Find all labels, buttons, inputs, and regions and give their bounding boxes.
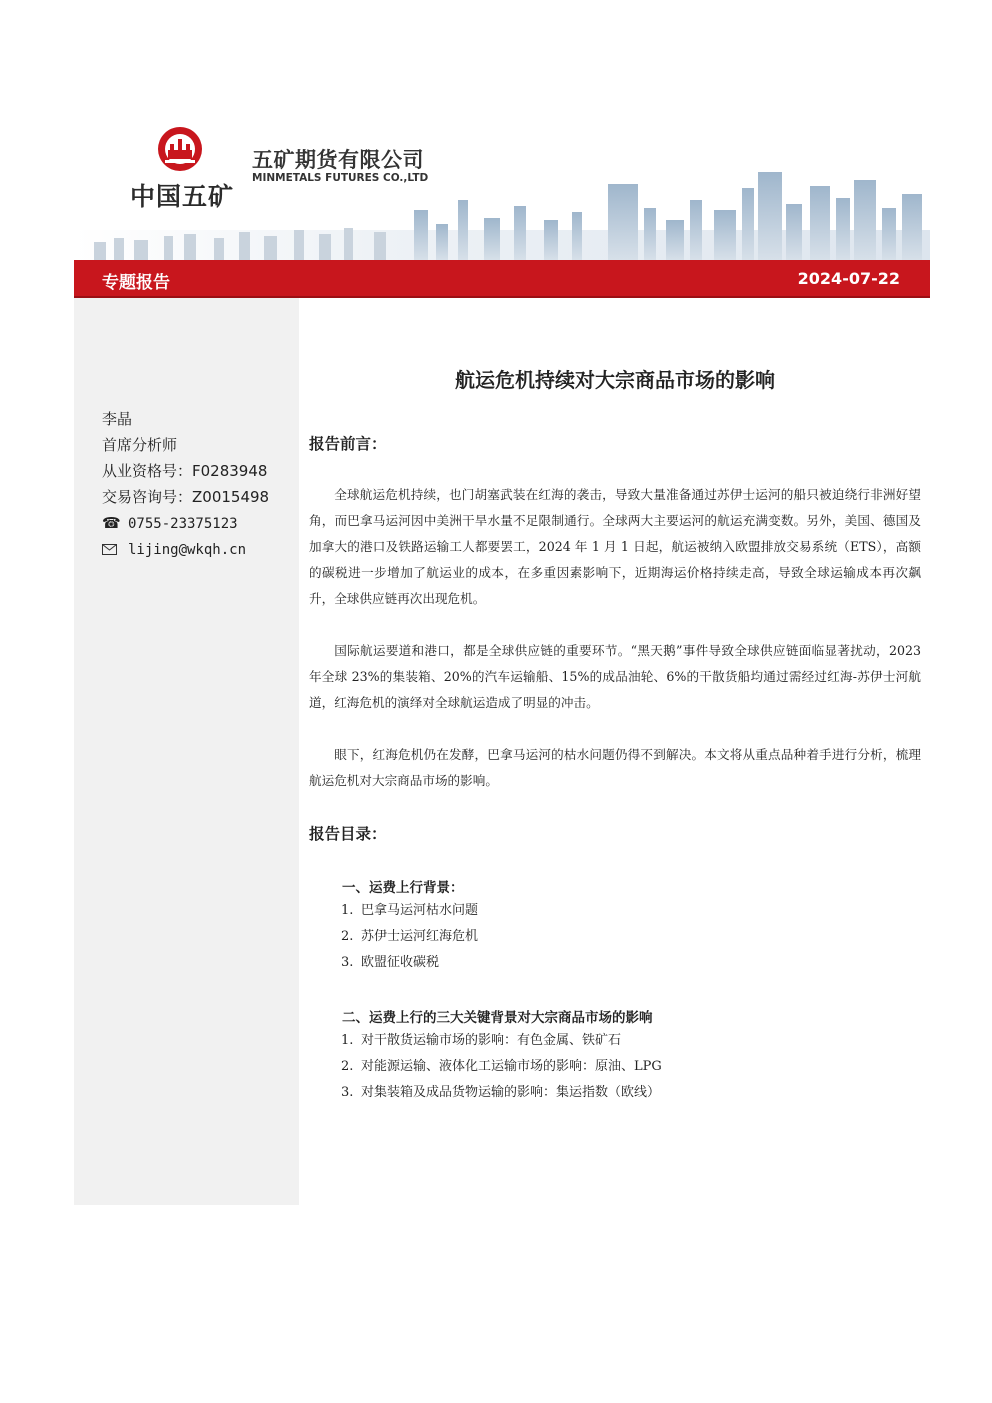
toc-section-1-list (341, 898, 478, 976)
city-skyline-image (74, 150, 930, 260)
report-banner (74, 260, 930, 298)
preface-paragraph-3: 眼下，红海危机仍在发酵，巴拿马运河的枯水问题仍得不到解决。本文将从重点品种着手进行分析，梳理航运危机对大宗商品市场的影响。 (309, 747, 921, 788)
toc-item-text: 欧盟征收碳税 (361, 955, 440, 970)
toc-item[interactable] (341, 950, 478, 976)
toc-item-number: 3. (341, 955, 354, 970)
analyst-consulting-number: 交易咨询号：Z0015498 (102, 488, 270, 506)
toc-item-text: 巴拿马运河枯水问题 (361, 903, 479, 918)
toc-item[interactable] (341, 1080, 662, 1106)
toc-section-2-list (341, 1028, 662, 1106)
toc-item-number: 1. (341, 1033, 354, 1048)
toc-item-number: 2. (341, 1059, 354, 1074)
envelope-icon (102, 536, 120, 562)
preface-heading: 报告前言： (309, 435, 387, 453)
toc-item-text: 对干散货运输市场的影响：有色金属、铁矿石 (361, 1033, 622, 1048)
analyst-name: 李晶 (102, 410, 133, 428)
analyst-sidebar (74, 298, 299, 1205)
preface-paragraph-1: 全球航运危机持续，也门胡塞武装在红海的袭击，导致大量准备通过苏伊士运河的船只被迫绕行非洲好望角，而巴拿马运河因中美洲干旱水量不足限制通行。全球两大主要运河的航运充满变数。另外，美国、德国及加拿大的港口及铁路运输工人都要罢工，2024 年 1 月 1 日起，航运被纳入欧盟排放交易系统（ETS），高额的碳税进一步增加了航运业的成本，在多重因素影响下，近期海运价格持续走高，导致全球运输成本再次飙升，全球供应链再次出现危机。 (309, 487, 921, 606)
toc-item[interactable] (341, 898, 478, 924)
toc-item-number: 3. (341, 1085, 354, 1100)
analyst-phone[interactable]: 0755-23375123 (128, 516, 238, 532)
company-name-cn: 五矿期货有限公司 (252, 148, 424, 172)
company-name-en: MINMETALS FUTURES CO.,LTD (252, 172, 429, 184)
toc-section-2-heading: 二、运费上行的三大关键背景对大宗商品市场的影响 (342, 1010, 653, 1026)
phone-icon: ☎ (102, 514, 121, 532)
toc-item-number: 1. (341, 903, 354, 918)
toc-section-1-heading: 一、运费上行背景： (342, 880, 464, 896)
toc-item-text: 苏伊士运河红海危机 (361, 929, 479, 944)
toc-item[interactable] (341, 1054, 662, 1080)
toc-item[interactable] (341, 924, 478, 950)
preface-paragraph-2: 国际航运要道和港口，都是全球供应链的重要环节。“黑天鹅”事件导致全球供应链面临显著扰动，2023 年全球 23%的集装箱、20%的汽车运输船、15%的成品油轮、6%的干散货船均通过需经过红海-苏伊士河航道，红海危机的演绎对全球航运造成了明显的冲击。 (309, 643, 921, 710)
toc-item[interactable] (341, 1028, 662, 1054)
report-type: 专题报告 (102, 273, 170, 293)
report-title: 航运危机持续对大宗商品市场的影响 (455, 368, 775, 392)
analyst-title: 首席分析师 (102, 436, 178, 454)
toc-item-number: 2. (341, 929, 354, 944)
analyst-qualification: 从业资格号：F0283948 (102, 462, 268, 480)
report-date: 2024-07-22 (797, 269, 900, 288)
analyst-email-row (102, 536, 269, 562)
toc-heading: 报告目录： (309, 825, 387, 843)
toc-item-text: 对能源运输、液体化工运输市场的影响：原油、LPG (361, 1059, 662, 1074)
analyst-email[interactable]: lijing@wkqh.cn (128, 542, 247, 558)
toc-item-text: 对集装箱及成品货物运输的影响：集运指数（欧线） (361, 1085, 661, 1100)
analyst-phone-row (102, 510, 269, 536)
logo-text: 中国五矿 (130, 182, 235, 211)
analyst-info (102, 406, 269, 562)
